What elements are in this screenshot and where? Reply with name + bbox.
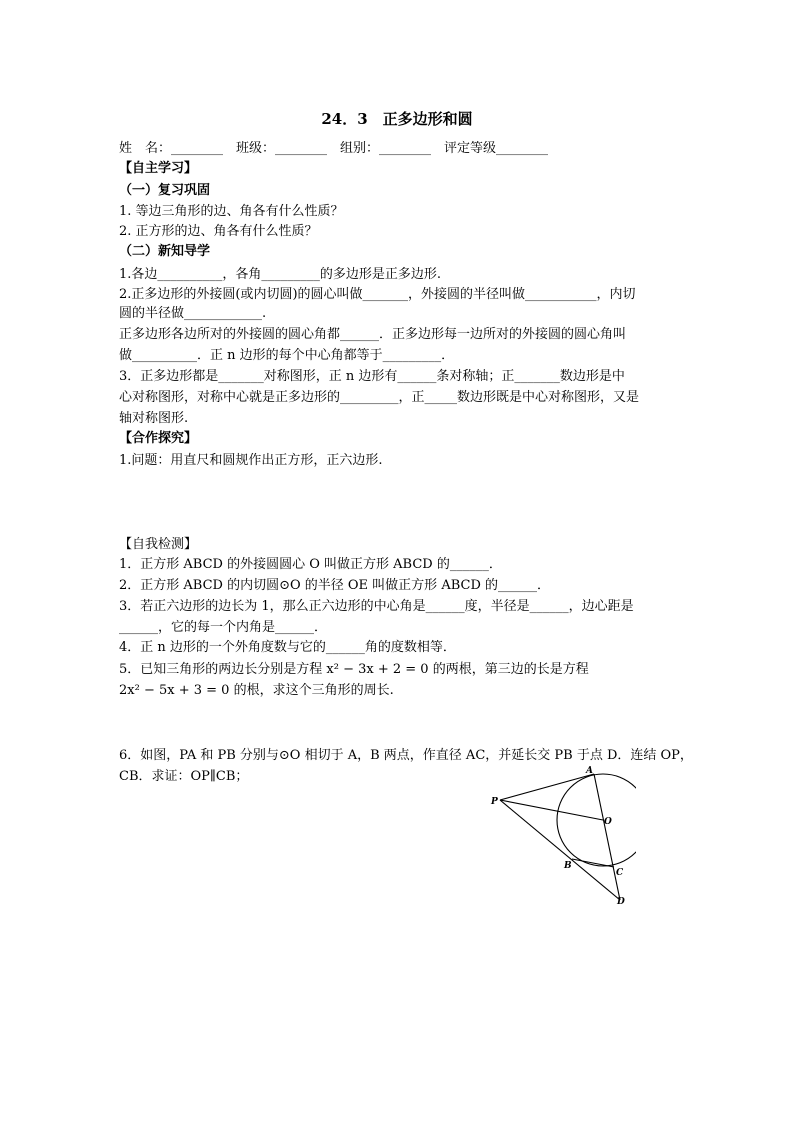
section-cooperative: 【合作探究】 <box>119 431 198 446</box>
review-question-1: 1. 等边三角形的边、角各有什么性质？ <box>119 204 344 219</box>
check-question-6b: CB．求证：OP∥CB； <box>119 769 249 784</box>
label-c: C <box>616 868 624 878</box>
new-knowledge-2d: 做__________．正 n 边形的每个中心角都等于_________． <box>119 348 455 363</box>
section-self-check: 【自我检测】 <box>119 537 198 552</box>
new-knowledge-2a: 2.正多边形的外接圆(或内切圆)的圆心叫做_______，外接圆的半径叫做___________，内切 <box>119 287 636 302</box>
new-knowledge-2c: 正多边形各边所对的外接圆的圆心角都______．正多边形每一边所对的外接圆的圆心角叫 <box>119 327 627 342</box>
subsection-review: （一）复习巩固 <box>119 183 211 198</box>
check-question-3a: 3．若正六边形的边长为 1，那么正六边形的中心角是______度，半径是______，边心距是 <box>119 599 634 614</box>
check-question-6a: 6．如图，PA 和 PB 分别与⊙O 相切于 A，B 两点，作直径 AC，并延长交 PB 于点 D．连结 OP， <box>119 748 693 763</box>
cooperative-question-1: 1.问题：用直尺和圆规作出正方形，正六边形. <box>119 453 383 468</box>
new-knowledge-3c: 轴对称图形. <box>119 411 189 426</box>
label-p: P <box>491 797 498 807</box>
label-d: D <box>617 897 625 907</box>
tangent-pa <box>500 774 594 800</box>
check-question-1: 1．正方形 ABCD 的外接圆圆心 O 叫做正方形 ABCD 的______． <box>119 557 502 572</box>
check-question-5a: 5．已知三角形的两边长分别是方程 x² − 3x + 2 = 0 的两根，第三边的长是方程 <box>119 662 589 677</box>
section-self-study: 【自主学习】 <box>119 161 198 176</box>
student-info-line: 姓 名：________ 班级：________ 组别：________ 评定等级________ <box>119 141 549 156</box>
subsection-new-knowledge: （二）新知导学 <box>119 244 211 259</box>
segment-op <box>500 800 603 820</box>
label-a: A <box>586 766 593 776</box>
check-question-5b: 2x² − 5x + 3 = 0 的根，求这个三角形的周长. <box>119 683 394 698</box>
new-knowledge-1: 1.各边__________，各角_________的多边形是正多边形. <box>119 267 442 282</box>
check-question-4: 4．正 n 边形的一个外角度数与它的______角的度数相等． <box>119 640 456 655</box>
label-b: B <box>564 861 572 871</box>
label-o: O <box>604 817 612 827</box>
review-question-2: 2. 正方形的边、角各有什么性质？ <box>119 224 318 239</box>
check-question-3b: ______，它的每一个内角是______． <box>119 620 328 635</box>
new-knowledge-2b: 圆的半径做____________. <box>119 306 267 321</box>
page-title: 24．3 正多边形和圆 <box>321 110 473 128</box>
new-knowledge-3a: 3．正多边形都是_______对称图形，正 n 边形有______条对称轴；正_______数边形是中 <box>119 369 625 384</box>
new-knowledge-3b: 心对称图形，对称中心就是正多边形的_________，正_____数边形既是中心对称图形，又是 <box>119 390 640 405</box>
tangent-circle-figure <box>486 762 636 907</box>
check-question-2: 2．正方形 ABCD 的内切圆⊙O 的半径 OE 叫做正方形 ABCD 的______． <box>119 578 550 593</box>
